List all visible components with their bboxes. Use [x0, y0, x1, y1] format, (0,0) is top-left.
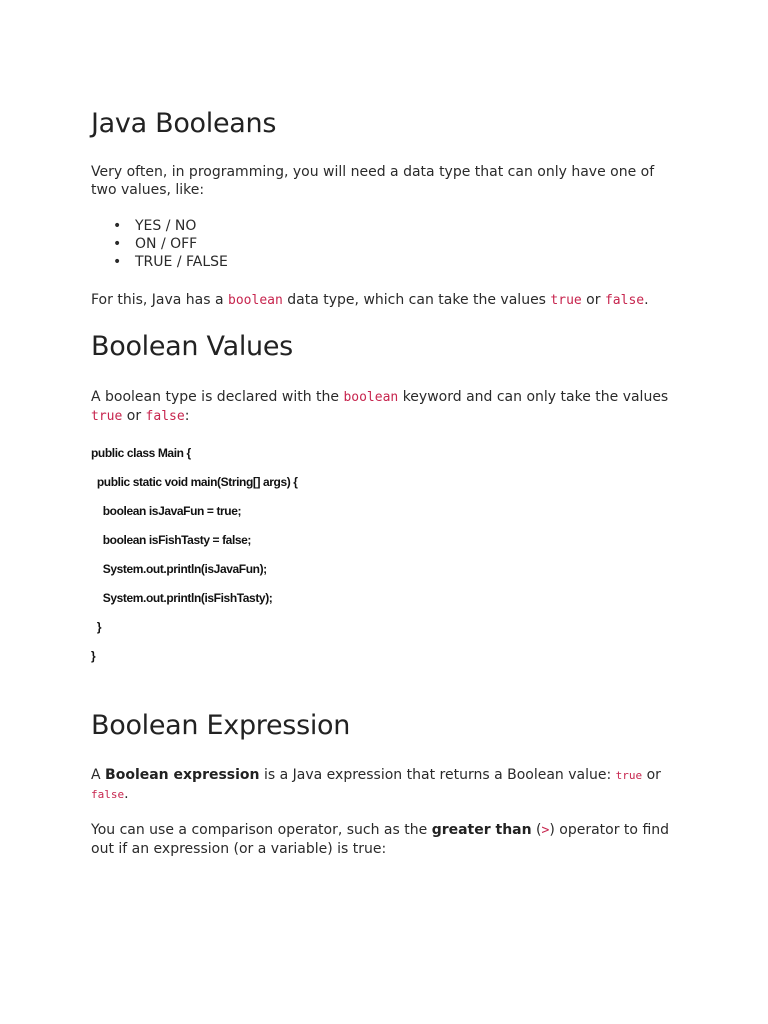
code-line: System.out.println(isFishTasty); — [91, 591, 273, 605]
code-line: } — [91, 649, 96, 663]
list-item: • TRUE / FALSE — [113, 254, 228, 270]
boolean-type-note: For this, Java has a boolean data type, which can take the values true or false. — [91, 292, 649, 308]
inline-code: boolean — [228, 293, 283, 308]
code-line: System.out.println(isJavaFun); — [91, 562, 267, 576]
code-example — [91, 446, 298, 678]
bullet-icon: • — [113, 218, 122, 234]
intro-paragraph: Very often, in programming, you will need a data type that can only have one of two values, like: — [91, 164, 655, 198]
heading-boolean-expression: Boolean Expression — [91, 710, 351, 741]
inline-code: true — [615, 769, 643, 782]
comparison-operator-paragraph: You can use a comparison operator, such as the greater than (>) operator to find out if an expression (or a variable) is true: — [91, 822, 670, 857]
inline-code: false — [145, 409, 185, 424]
inline-code: true — [91, 409, 123, 424]
heading-java-booleans: Java Booleans — [91, 108, 277, 139]
code-line: public static void main(String[] args) { — [91, 475, 298, 489]
code-line: boolean isJavaFun = true; — [91, 504, 242, 518]
values-list — [91, 217, 228, 271]
code-line: public class Main { — [91, 446, 191, 460]
bullet-icon: • — [113, 236, 122, 252]
boolean-values-paragraph: A boolean type is declared with the boolean keyword and can only take the values true or false: — [91, 389, 669, 424]
code-line: } — [91, 620, 102, 634]
list-item: • YES / NO — [113, 218, 197, 234]
inline-code: false — [604, 293, 645, 308]
inline-code: boolean — [343, 390, 399, 405]
inline-code: false — [91, 788, 125, 801]
code-line: boolean isFishTasty = false; — [91, 533, 252, 547]
inline-code: > — [541, 823, 550, 838]
list-item: • ON / OFF — [113, 236, 198, 252]
inline-code: true — [550, 293, 582, 308]
boolean-expression-paragraph: A Boolean expression is a Java expression that returns a Boolean value: true or false. — [91, 767, 661, 802]
bullet-icon: • — [113, 254, 122, 270]
heading-boolean-values: Boolean Values — [91, 331, 293, 362]
